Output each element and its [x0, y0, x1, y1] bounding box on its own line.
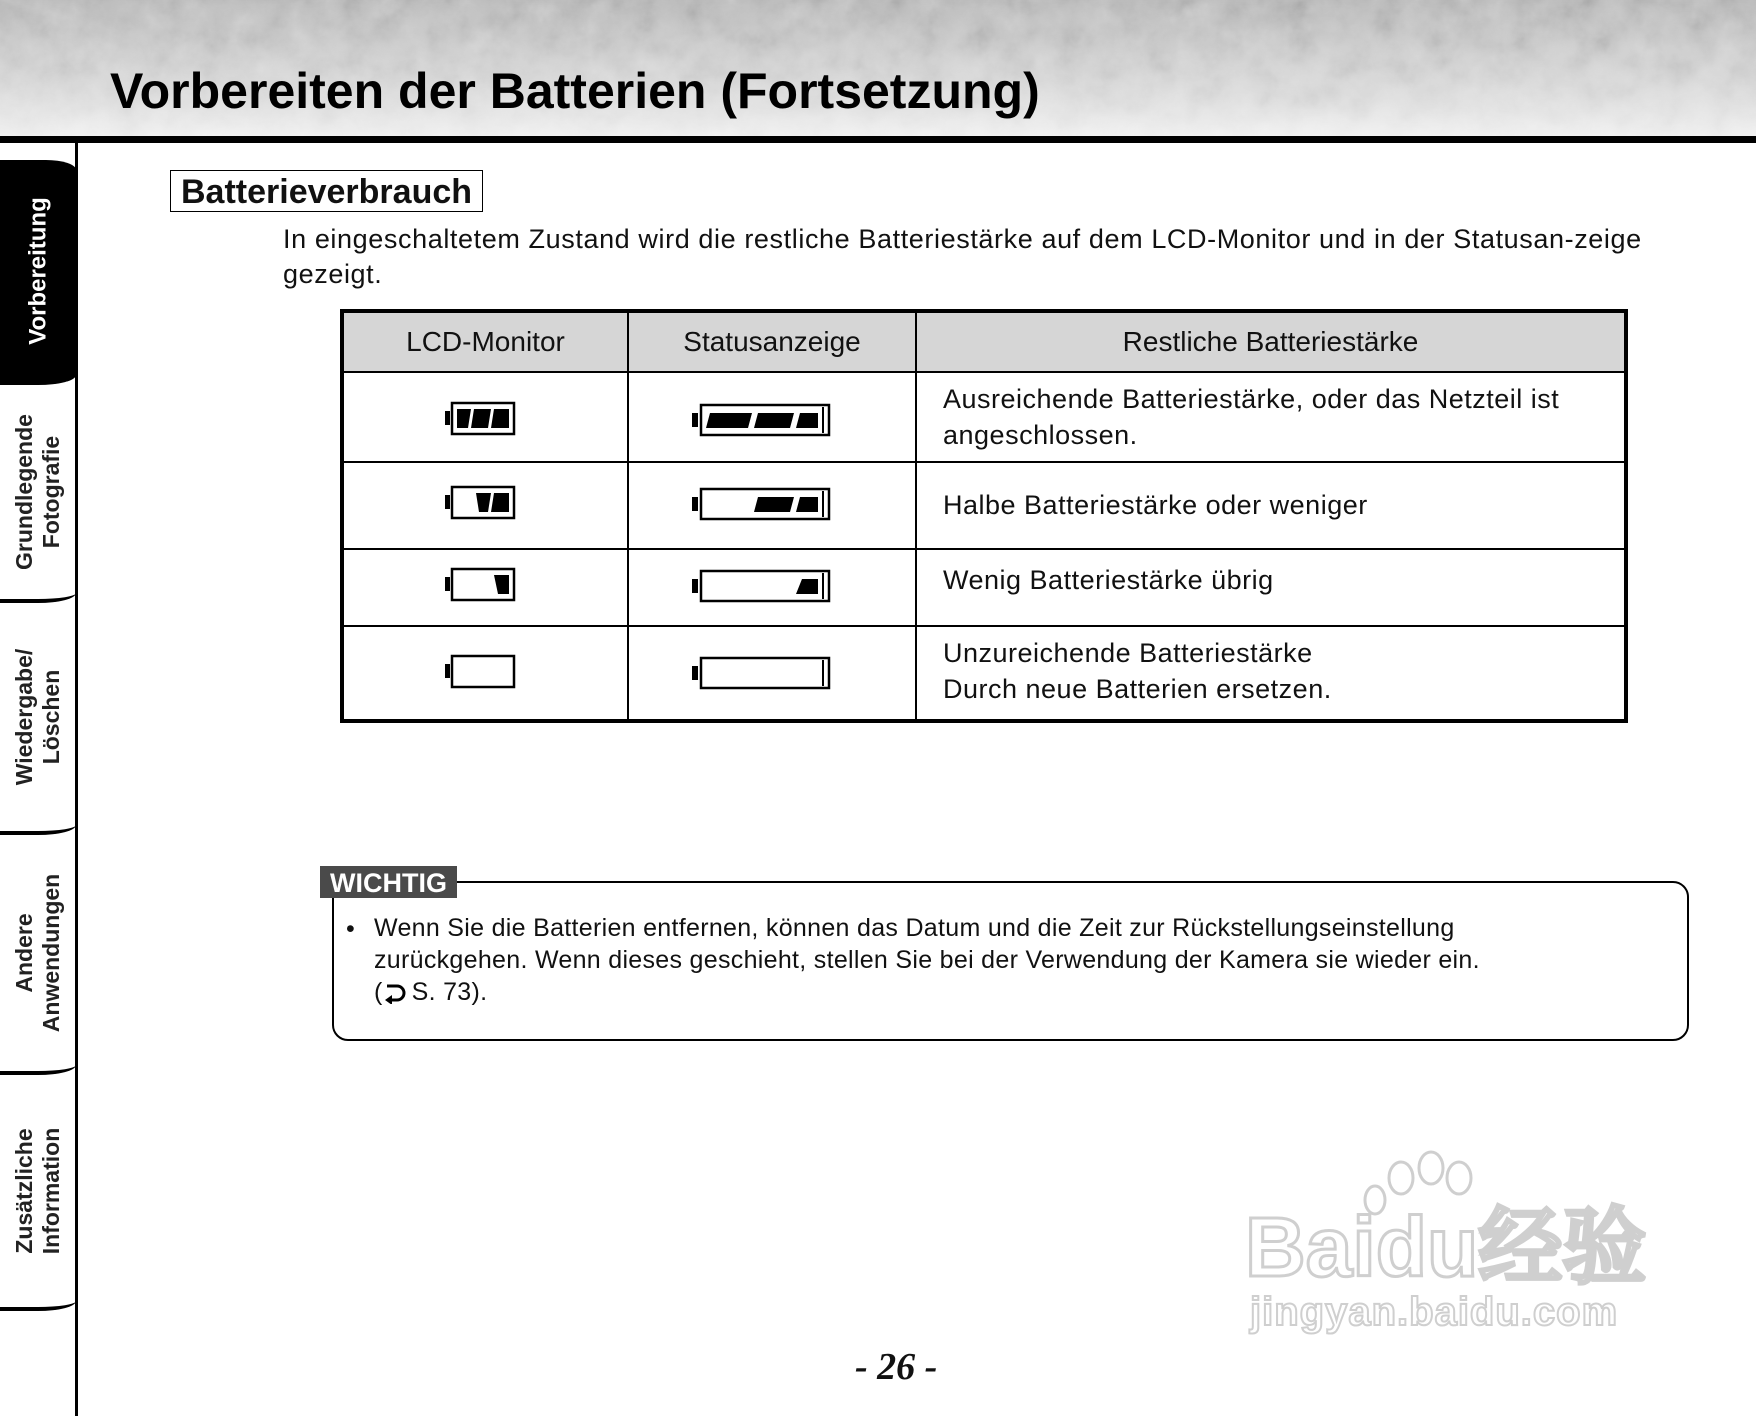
- tab-label: Grundlegende Fotografie: [11, 414, 64, 570]
- header-restliche-batteriestaerke: Restliche Batteriestärke: [1122, 326, 1419, 357]
- description-line: Halbe Batteriestärke oder weniger: [943, 490, 1368, 520]
- page-reference-text: S. 73).: [411, 978, 488, 1006]
- description-line: Durch neue Batterien ersetzen.: [943, 674, 1332, 704]
- page-number: - 26 -: [855, 1346, 938, 1388]
- watermark-url: jingyan.baidu.com: [1250, 1290, 1619, 1334]
- ref-paren: (: [374, 978, 383, 1006]
- description-line: Unzureichende Batteriestärke: [943, 638, 1313, 668]
- tab-vorbereitung[interactable]: [0, 160, 76, 385]
- bullet: •: [346, 915, 355, 943]
- status-battery-full-icon: [692, 403, 832, 437]
- battery-description: [943, 635, 1613, 707]
- important-note-tag: WICHTIG: [320, 866, 457, 898]
- header-rule: [0, 136, 1756, 143]
- section-intro: In eingeschaltetem Zustand wird die restliche Batteriestärke auf dem LCD-Monitor und in der Statusan-zeige gezeigt.: [283, 224, 1642, 289]
- lcd-battery-low-icon: [445, 567, 517, 603]
- note-line: zurückgehen. Wenn dieses geschieht, stellen Sie bei der Verwendung der Kamera sie wieder ein.: [374, 946, 1480, 974]
- lcd-battery-half-icon: [445, 485, 517, 521]
- battery-description: [943, 487, 1613, 523]
- tab-label: Zusätzliche Information: [11, 1127, 64, 1255]
- watermark-brand-text: Baidu经验: [1245, 1200, 1647, 1294]
- table-row: [344, 463, 1624, 548]
- lcd-battery-empty-icon: [445, 654, 517, 690]
- note-line: Wenn Sie die Batterien entfernen, können das Datum und die Zeit zur Rückstellungseinstellung: [374, 914, 1455, 942]
- section-title: Batterieverbrauch: [170, 170, 483, 212]
- lcd-battery-full-icon: [445, 401, 517, 437]
- description-line: Wenig Batteriestärke übrig: [943, 565, 1274, 595]
- page-header: [0, 0, 1756, 136]
- battery-description: [943, 562, 1613, 598]
- tab-grundlegende-fotografie[interactable]: [0, 385, 76, 603]
- status-battery-empty-icon: [692, 656, 832, 690]
- page-reference-arrow-icon: [383, 982, 409, 1004]
- battery-level-table: [340, 309, 1628, 723]
- tab-label: Vorbereitung: [24, 196, 52, 345]
- battery-description: [943, 381, 1613, 453]
- tab-andere-anwendungen[interactable]: [0, 835, 76, 1075]
- important-note-text: [374, 912, 1674, 1008]
- header-lcd-monitor: LCD-Monitor: [406, 326, 565, 357]
- tab-label: Wiedergabe/ Löschen: [11, 648, 64, 786]
- note-reference[interactable]: [374, 976, 1674, 1008]
- tab-zusaetzliche-information[interactable]: [0, 1075, 76, 1311]
- description-line: angeschlossen.: [943, 420, 1138, 450]
- tab-label: Andere Anwendungen: [11, 873, 64, 1033]
- sidebar-rule: [75, 143, 78, 1416]
- table-row: [344, 373, 1624, 461]
- description-line: Ausreichende Batteriestärke, oder das Netzteil ist: [943, 384, 1560, 414]
- table-header-row: [344, 313, 1624, 373]
- status-battery-low-icon: [692, 569, 832, 603]
- page-title: Vorbereiten der Batterien (Fortsetzung): [110, 63, 1040, 119]
- table-row: [344, 627, 1624, 719]
- baidu-watermark-logo: [1245, 1148, 1675, 1298]
- table-row: [344, 550, 1624, 625]
- tab-wiedergabe-loeschen[interactable]: [0, 603, 76, 835]
- chapter-tabs: [0, 143, 78, 1416]
- status-battery-half-icon: [692, 487, 832, 521]
- header-statusanzeige: Statusanzeige: [683, 326, 861, 357]
